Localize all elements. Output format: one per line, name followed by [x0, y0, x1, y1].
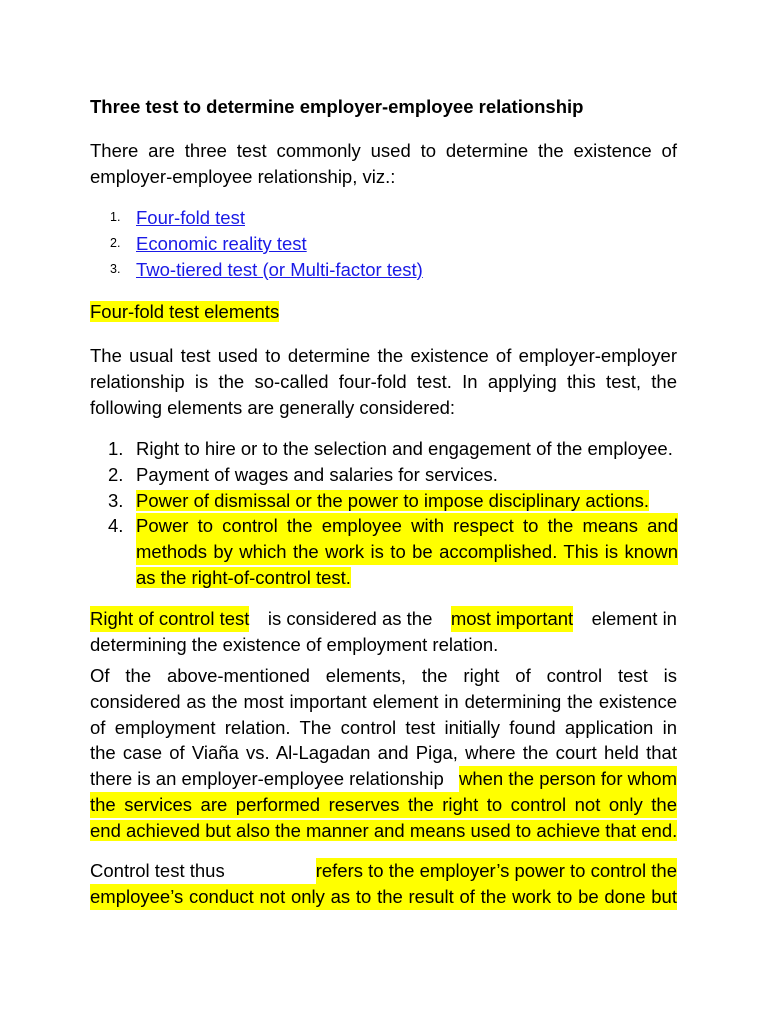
highlight-fragment: when the person for whom: [459, 766, 677, 792]
intro-line: employer-employee relationship, viz.:: [90, 165, 396, 187]
four-fold-test-link[interactable]: Four-fold test: [136, 207, 245, 228]
paragraph-right-of-control: [90, 606, 677, 658]
intro-line: There are three test commonly used to determine the existence of: [90, 140, 677, 161]
text-fragment: Control test thus: [90, 860, 225, 881]
highlighted-line: end achieved but also the manner and means used to achieve that end.: [90, 819, 678, 841]
paragraph-four-fold: [90, 343, 677, 420]
elements-list: [108, 436, 678, 591]
paragraph-line: [90, 606, 677, 632]
highlight-right-of-control: Right of control test: [90, 606, 249, 632]
paragraph-line: Of the above-mentioned elements, the right of control test is: [90, 665, 677, 686]
section-heading-block: [90, 299, 677, 325]
list-number: 1.: [110, 210, 121, 224]
paragraph-line: determining the existence of employment relation.: [90, 633, 499, 655]
element-text: Payment of wages and salaries for services.: [136, 463, 498, 485]
highlighted-line: the services are performed reserves the right to control not only the: [90, 792, 677, 818]
element-text-highlighted: methods by which the work is to be accomplished. This is known: [136, 539, 678, 565]
element-text: Right to hire or to the selection and engagement of the employee.: [136, 438, 673, 459]
list-number: 3.: [108, 489, 124, 511]
paragraph-line: relationship is the so-called four-fold test. In applying this test, the: [90, 370, 677, 392]
list-number: 3.: [110, 261, 121, 276]
intro-paragraph: [90, 138, 677, 190]
highlighted-line: employee’s conduct not only as to the result of the work to be done but: [90, 884, 677, 910]
two-tiered-test-link[interactable]: Two-tiered test (or Multi-factor test): [136, 258, 423, 280]
paragraph-line: considered as the most important element in determining the existence: [90, 690, 677, 712]
paragraph-line: [90, 766, 677, 792]
highlight-fragment: refers to the employer’s power to control the: [316, 858, 677, 884]
paragraph-control-test-thus: [90, 858, 677, 910]
text-fragment: is considered as the: [267, 608, 433, 629]
text-fragment: element in: [591, 608, 677, 629]
text-fragment: there is an employer-employee relationship: [90, 768, 444, 790]
element-item: [108, 462, 678, 488]
element-text-highlighted: Power of dismissal or the power to impose disciplinary actions.: [136, 489, 650, 511]
paragraph-control-test: [90, 663, 677, 844]
paragraph-line: The usual test used to determine the existence of employer-employer: [90, 345, 677, 366]
element-item: [108, 436, 678, 462]
list-number: 2.: [110, 235, 121, 250]
paragraph-line: following elements are generally considered:: [90, 396, 456, 418]
paragraph-line: the case of Viaña vs. Al-Lagadan and Piga, where the court held that: [90, 742, 677, 764]
section-heading: Four-fold test elements: [90, 301, 280, 322]
paragraph-line: of employment relation. The control test initially found application in: [90, 716, 677, 738]
list-number: 1.: [108, 438, 124, 459]
element-text-highlighted: as the right-of-control test.: [136, 566, 351, 588]
list-number: 2.: [108, 463, 124, 485]
element-text-highlighted: Power to control the employee with respect to the means and: [136, 513, 678, 539]
list-number: 4.: [108, 515, 124, 537]
element-item: [108, 488, 678, 514]
element-item: [108, 513, 678, 590]
paragraph-line: [90, 858, 677, 884]
economic-reality-test-link[interactable]: Economic reality test: [136, 232, 307, 254]
document-title: Three test to determine employer-employee relationship: [90, 96, 584, 117]
highlight-most-important: most important: [451, 606, 573, 632]
